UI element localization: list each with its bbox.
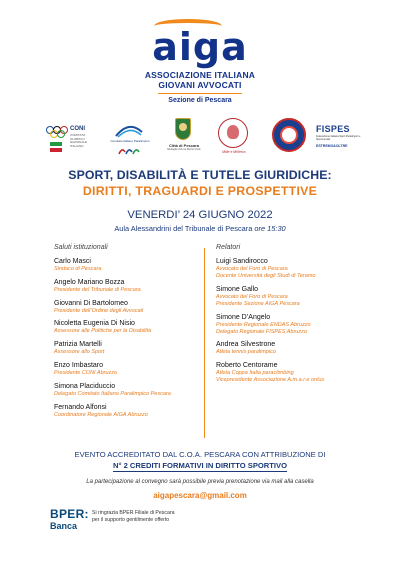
logo-arc-icon xyxy=(154,19,222,33)
greetings-heading: Saluti istituzionali xyxy=(54,244,108,251)
list-item xyxy=(54,361,204,377)
list-item xyxy=(54,382,204,398)
person-name: Luigi Sandirocco xyxy=(216,258,268,265)
person-role: Avvocato del Foro di Pescara xyxy=(216,266,288,272)
speakers-column xyxy=(216,244,366,389)
person-role-secondary: Presidente Sezione AIGA Pescara xyxy=(216,300,300,307)
pescara-sub: Medaglia d'oro al Merito Civile xyxy=(167,148,201,151)
cip-swoosh-icon xyxy=(114,124,144,138)
person-role: Atleta tennis paralimpico xyxy=(216,349,276,356)
person-role-secondary: Docente Università degli Studi di Teramo xyxy=(216,273,316,279)
person-role: Assessore allo Sport xyxy=(54,349,105,356)
fispes-name: FISPES xyxy=(316,124,350,134)
person-role: Presidente CONI Abruzzo xyxy=(54,369,118,376)
women-profile-icon xyxy=(218,118,248,148)
person-name: Carlo Masci xyxy=(54,258,91,265)
person-name: Simone D’Angelo xyxy=(216,313,271,321)
sponsor-thanks xyxy=(92,510,222,524)
fispes-sub: Federazione Italiana Sport Paralimpici e Sperimentali xyxy=(316,135,361,141)
paralympic-agitos-icon xyxy=(118,146,140,156)
event-date: VENERDI’ 24 GIUGNO 2022 xyxy=(127,209,273,221)
circular-emblem-logo xyxy=(268,118,308,158)
person-name: Simone Gallo xyxy=(216,285,259,293)
coni-name: CONI xyxy=(70,126,85,132)
person-name: Simona Placiduccio xyxy=(54,382,116,390)
list-item xyxy=(216,257,366,280)
list-item xyxy=(216,361,366,384)
logo-divider xyxy=(158,93,242,94)
aiga-logo xyxy=(0,25,400,104)
list-item xyxy=(54,257,204,273)
list-item xyxy=(216,285,366,308)
bper-subname: Banca xyxy=(50,521,78,531)
person-role: Assessore alle Politiche per la Disabilità xyxy=(54,328,152,335)
section-name: Sezione di Pescara xyxy=(168,97,232,104)
person-role: Delegato Comitato Italiano Paralimpico Pescara xyxy=(54,390,171,397)
list-item xyxy=(216,340,366,356)
list-item xyxy=(216,313,366,336)
venue-name: Aula Alessandrini del Tribunale di Pescara xyxy=(114,224,253,233)
aiga-wordmark xyxy=(152,25,248,69)
person-role: Coordinatore Regionale AIGA Abruzzo xyxy=(54,411,148,418)
person-name: Enzo Imbastaro xyxy=(54,361,104,369)
logo-word: aiga xyxy=(152,25,248,69)
person-role: Atleta Coppa Italia paraclimbing xyxy=(216,370,294,377)
list-item xyxy=(54,278,204,294)
person-role-secondary: Delegato Regionale FISPES Abruzzo xyxy=(216,328,307,335)
bper-logo xyxy=(50,508,90,540)
women-association-name: Mille e Miñervo xyxy=(222,150,246,154)
list-item xyxy=(54,340,204,356)
thanks-line2: per il supporto gentilmente offerto xyxy=(92,517,170,523)
person-role: Presidente del Tribunale di Pescara xyxy=(54,286,141,293)
city-shield-icon xyxy=(175,118,191,140)
bper-name: BPER: xyxy=(50,507,89,521)
contact-email-link[interactable]: aigapescara@gmail.com xyxy=(153,491,247,500)
pescara-name: Città di Pescara xyxy=(168,143,199,148)
event-title-line1: SPORT, DISABILITÀ E TUTELE GIURIDICHE: xyxy=(68,168,332,182)
fispes-tag: ESTREMO&OLTRE xyxy=(316,144,348,148)
coni-logo xyxy=(46,126,96,154)
person-name: Fernando Alfonsi xyxy=(54,403,107,411)
speakers-heading: Relatori xyxy=(216,244,241,251)
pescara-city-logo xyxy=(164,118,204,158)
person-name: Angelo Mariano Bozza xyxy=(54,278,125,286)
person-name: Andrea Silvestrone xyxy=(216,341,276,349)
column-divider xyxy=(204,248,205,438)
person-role: Presidente dell’Ordine degli Avvocati xyxy=(54,307,144,314)
fispes-logo xyxy=(316,124,366,154)
list-item xyxy=(54,319,204,335)
cip-logo xyxy=(106,124,154,154)
sponsor-logos xyxy=(46,118,366,158)
person-name: Nicoletta Eugenia Di Nisio xyxy=(54,320,135,328)
italy-flag-icon xyxy=(50,142,62,152)
cip-name: Comitato Italiano Paralimpico xyxy=(110,139,150,143)
person-role: Avvocato del Foro di Pescara xyxy=(216,293,288,300)
women-association-logo xyxy=(214,118,254,158)
credits-text: N° 2 CREDITI FORMATIVI IN DIRITTO SPORTIVO xyxy=(112,461,288,470)
assoc-line2: GIOVANI AVVOCATI xyxy=(158,80,242,90)
event-time: ore 15:30 xyxy=(252,224,286,233)
emblem-center-icon xyxy=(280,126,298,144)
greetings-column xyxy=(54,244,204,423)
person-name: Giovanni Di Bartolomeo xyxy=(54,299,128,307)
registration-note: La partecipazione al convegno sarà possibile previa prenotazione via mail alla casella xyxy=(86,479,314,485)
assoc-line1: ASSOCIAZIONE ITALIANA xyxy=(144,70,256,80)
accreditation-line1: EVENTO ACCREDITATO DAL C.O.A. PESCARA CON ATTRIBUZIONE DI xyxy=(74,450,326,459)
person-role: Presidente Regionale ENDAS Abruzzo xyxy=(216,321,311,328)
list-item xyxy=(54,403,204,419)
person-name: Roberto Centorame xyxy=(216,362,278,370)
person-name: Patrizia Martelli xyxy=(54,341,102,349)
person-role-secondary: Vicepresidente Associazione A.m.a.r.e onlus xyxy=(216,377,325,384)
olympic-rings-icon xyxy=(46,126,68,140)
event-venue xyxy=(0,224,400,233)
person-role: Sindaco di Pescara xyxy=(54,266,102,272)
coni-sub: COMITATO OLIMPICO NAZIONALE ITALIANO xyxy=(70,133,88,148)
accreditation-line2 xyxy=(0,461,400,470)
thanks-line1: Si ringrazia BPER Filiale di Pescara xyxy=(92,510,175,516)
list-item xyxy=(54,299,204,315)
event-title-line2: DIRITTI, TRAGUARDI E PROSPETTIVE xyxy=(82,184,318,198)
